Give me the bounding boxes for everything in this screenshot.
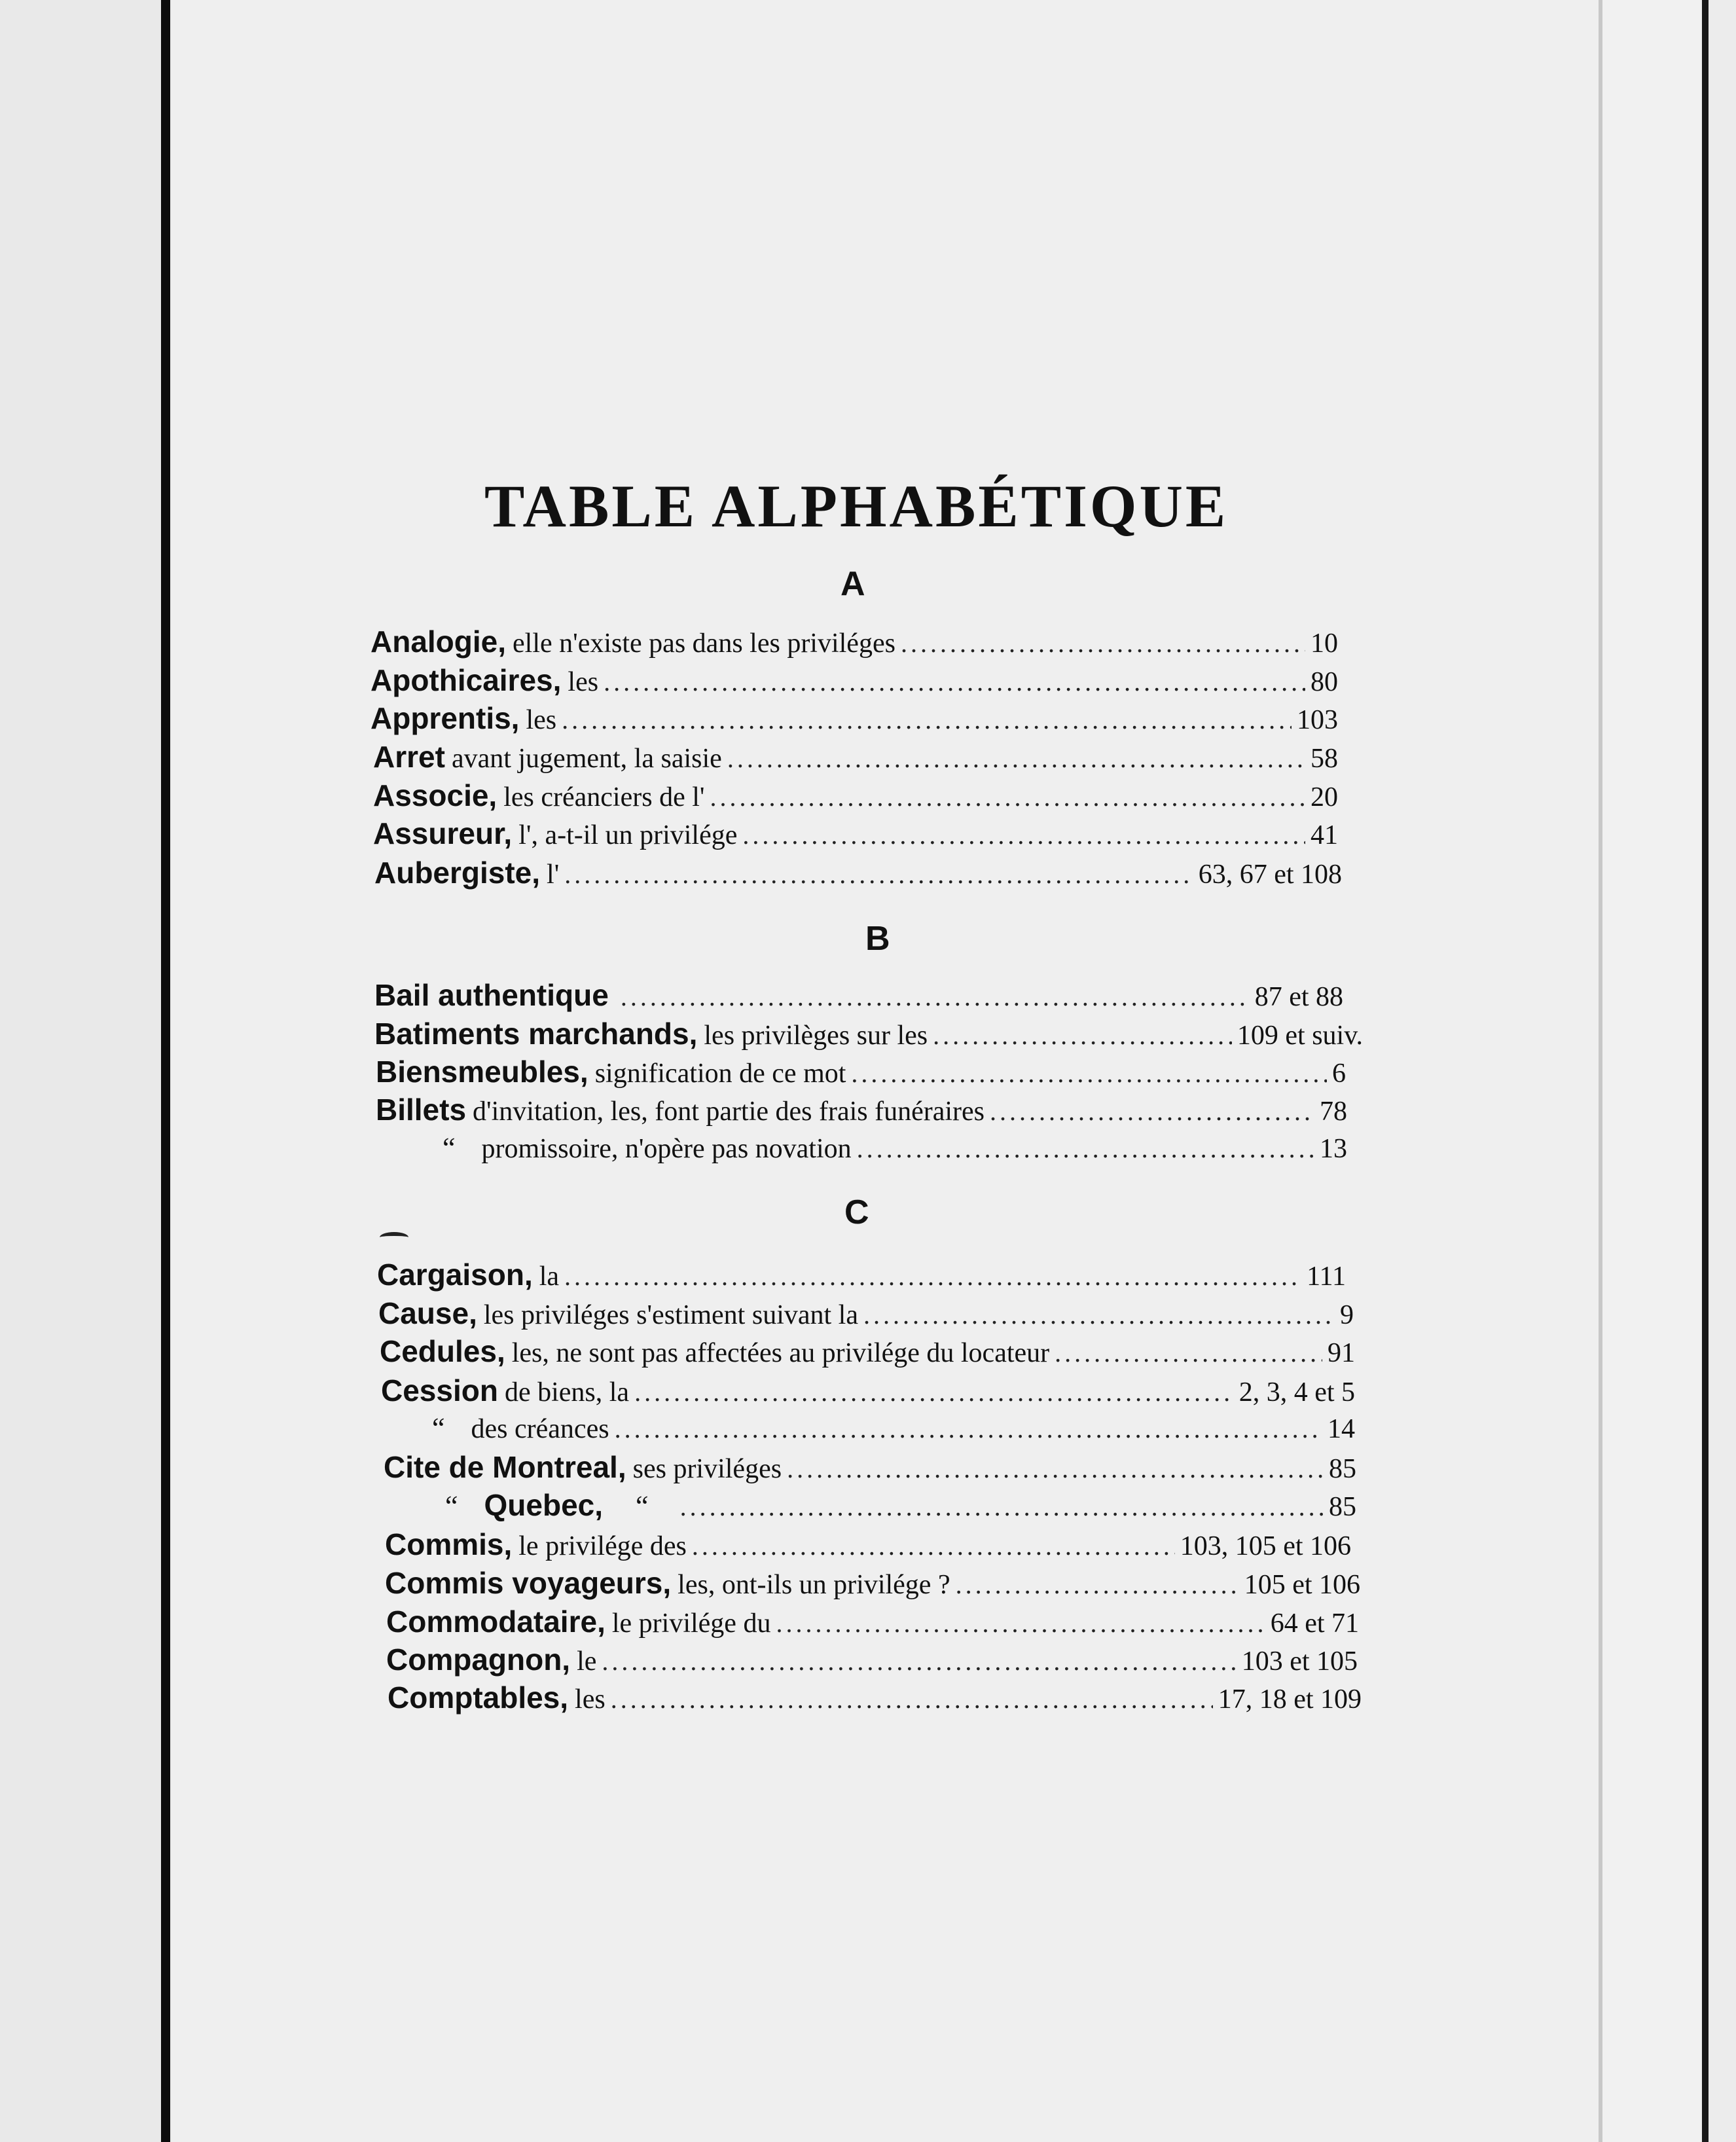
leader-dots [634,1377,1234,1407]
leader-dots [710,782,1305,812]
entry-text: l', a-t-il un privilége [518,820,738,850]
entry-page: 85 [1329,1454,1356,1484]
entry-page: 111 [1307,1262,1346,1292]
entry-key: Arret [373,740,445,774]
index-entry [374,977,1343,1015]
section-letter-c: C [844,1193,869,1231]
leader-dots [742,820,1305,850]
index-entry [374,855,1342,893]
leader-dots [1055,1337,1322,1368]
entry-page: 105 et 106 [1244,1570,1360,1600]
entry-key: Aubergiste, [374,856,541,890]
entry-page: 2, 3, 4 et 5 [1239,1377,1355,1407]
entry-key: Assureur, [373,816,513,850]
entry-text: l' [547,860,560,890]
leader-dots [615,1413,1322,1444]
entry-key: Billets [376,1093,467,1127]
entry-text: les, ne sont pas affectées au privilége du locateur [511,1338,1050,1368]
entry-key: Cause, [378,1296,477,1330]
page-title: TABLE ALPHABÉTIQUE [484,473,1229,539]
ditto-mark: “ [636,1490,649,1522]
entry-text: le [577,1646,597,1677]
entry-key: Cargaison, [377,1258,533,1292]
entry-key: Commis voyageurs, [385,1566,672,1600]
index-entry [386,1642,1358,1680]
index-entry [371,663,1338,700]
ditto-mark: “ [445,1490,458,1522]
leader-dots [692,1531,1175,1561]
index-entry [376,1092,1347,1130]
index-entry [384,1449,1356,1487]
entry-text: les [568,667,599,697]
entry-page: 78 [1320,1097,1347,1127]
entry-text: ses priviléges [632,1454,782,1484]
leader-dots [564,859,1193,890]
leader-dots [604,666,1305,697]
entry-page: 109 et suiv. [1237,1021,1363,1051]
leader-dots [933,1020,1232,1051]
entry-key: Batiments marchands, [374,1017,698,1051]
entry-text: les [526,705,557,735]
entry-page: 20 [1311,782,1338,812]
entry-text: de biens, la [504,1377,630,1407]
spine-rule [161,0,170,2142]
ditto-mark: “ [443,1132,456,1164]
index-entry [381,1373,1355,1411]
entry-text: les créanciers de l' [503,782,705,812]
entry-key: Commodataire, [386,1605,606,1639]
leader-dots [562,704,1292,735]
entry-page: 17, 18 et 109 [1218,1684,1362,1715]
index-entry [378,1296,1354,1334]
leader-dots [956,1569,1239,1600]
entry-key: Compagnon, [386,1643,571,1677]
entry-text: les priviléges s'estiment suivant la [483,1300,858,1330]
entry-key: Apothicaires, [371,663,562,697]
leader-dots [851,1058,1327,1089]
leader-dots [857,1133,1314,1164]
entry-key: Apprentis, [371,701,520,735]
entry-text: la [539,1262,560,1292]
leader-dots [621,981,1250,1012]
index-entry [376,1054,1346,1092]
entry-text: signification de ce mot [594,1059,846,1089]
entry-text: des créances [471,1414,609,1444]
entry-key: Associe, [373,778,497,812]
entry-page: 13 [1320,1134,1347,1164]
entry-page: 58 [1311,744,1338,774]
index-entry [445,1487,1356,1525]
entry-page: 80 [1311,667,1338,697]
leader-dots [611,1684,1213,1715]
leader-dots [901,628,1305,659]
index-entry [374,1016,1363,1054]
entry-page: 64 et 71 [1270,1608,1359,1639]
scan-right-border [1702,0,1709,2142]
leader-dots [564,1261,1301,1292]
index-entry [386,1604,1359,1642]
entry-key: Cedules, [380,1334,505,1368]
entry-page: 6 [1332,1059,1346,1089]
entry-key: Biensmeubles, [376,1055,588,1089]
entry-text: les, ont-ils un privilége ? [678,1570,950,1600]
leader-dots [602,1646,1236,1677]
leader-dots [680,1491,1324,1522]
entry-key: Comptables, [388,1680,569,1715]
entry-key: Commis, [385,1527,513,1561]
index-entry [373,816,1338,854]
index-entry [371,700,1338,738]
entry-page: 103 [1297,705,1338,735]
entry-page: 87 et 88 [1254,982,1343,1012]
section-letter-b: B [865,920,890,958]
index-entry [443,1131,1347,1169]
entry-page: 91 [1328,1338,1355,1368]
index-entry [388,1680,1362,1718]
entry-text: elle n'existe pas dans les priviléges [513,628,895,659]
entry-key: Bail authentique [374,978,609,1012]
leader-dots [727,743,1305,774]
index-entry [377,1257,1346,1295]
ditto-mark: “ [432,1412,445,1444]
entry-key: Cite de Montreal, [384,1450,626,1484]
index-entry [373,778,1338,816]
entry-key: Analogie, [371,625,507,659]
entry-text: avant jugement, la saisie [451,744,722,774]
entry-text: d'invitation, les, font partie des frais funéraires [473,1097,985,1127]
entry-page: 63, 67 et 108 [1198,860,1342,890]
entry-page: 103 et 105 [1241,1646,1358,1677]
index-entry [371,624,1338,662]
index-entry [432,1411,1355,1449]
index-entry [373,739,1338,777]
section-letter-a: A [841,565,865,603]
entry-text: promissoire, n'opère pas novation [481,1134,852,1164]
entry-page: 10 [1311,628,1338,659]
index-entry [385,1565,1360,1603]
entry-page: 41 [1311,820,1338,850]
entry-key: Cession [381,1373,498,1407]
index-entry [380,1334,1355,1371]
leader-dots [776,1608,1265,1639]
entry-text: les [575,1684,606,1715]
entry-page: 85 [1329,1492,1356,1522]
right-margin-strip [1602,0,1702,2142]
ink-mark [380,1232,408,1243]
entry-text: les privilèges sur les [704,1021,928,1051]
entry-page: 9 [1340,1300,1354,1330]
entry-text: le privilége du [611,1608,771,1639]
entry-text: le privilége des [518,1531,687,1561]
index-entry [385,1527,1351,1565]
leader-dots [990,1096,1314,1127]
entry-key: Quebec, [484,1488,604,1522]
entry-page: 103, 105 et 106 [1180,1531,1351,1561]
leader-dots [863,1299,1335,1330]
leader-dots [787,1453,1324,1484]
entry-page: 14 [1328,1414,1355,1444]
